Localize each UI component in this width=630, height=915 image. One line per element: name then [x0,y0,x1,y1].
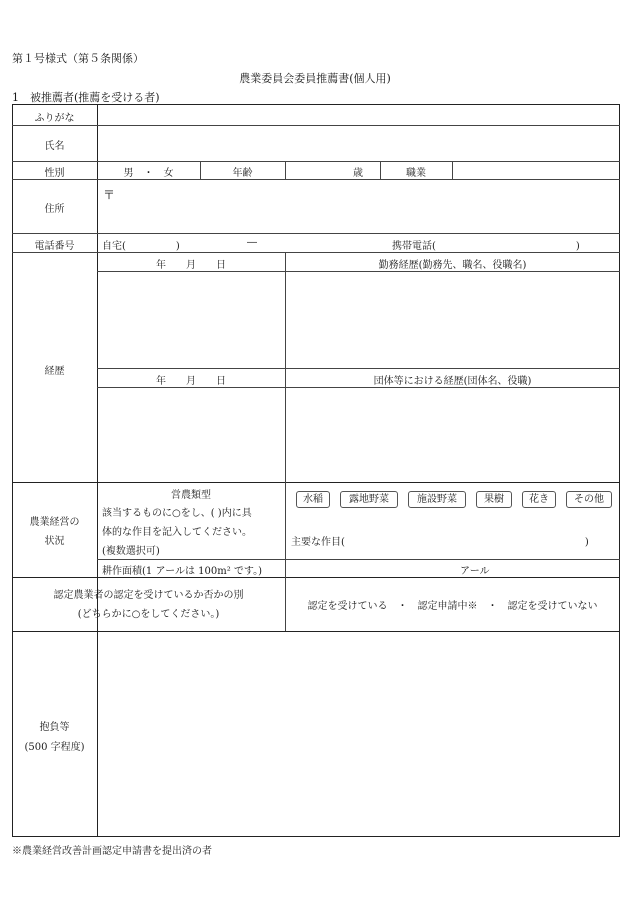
org-date-field[interactable] [98,388,284,482]
work-date-header: 年 月 日 [156,260,226,271]
ambition-label-2: (500 字程度) [24,742,85,753]
career-label: 経歴 [44,366,65,377]
org-history-field[interactable] [286,388,619,482]
row-line [12,577,620,578]
home-phone-field[interactable]: 自宅( ) [102,241,180,252]
crop-option-other[interactable]: その他 [566,491,612,508]
address-field[interactable] [98,180,619,233]
name-field[interactable] [98,126,619,161]
ambition-text-area[interactable] [98,632,619,836]
mobile-phone-field[interactable]: 携帯電話( ) [392,241,580,252]
address-label: 住所 [44,204,65,215]
cell-divider [285,482,286,577]
row-line [12,233,620,234]
crop-option-flowers[interactable]: 花き [522,491,556,508]
farming-instructions-3: (複数選択可) [102,546,160,557]
phone-dash: ― [247,237,257,248]
postal-mark-icon: 〒 [103,188,116,202]
work-history-field[interactable] [286,272,619,368]
certification-options[interactable]: 認定を受けている ・ 認定申請中※ ・ 認定を受けていない [307,601,598,612]
row-line [12,252,620,253]
row-line [12,482,620,483]
furigana-label: ふりがな [34,113,75,124]
crop-option-fruit-trees[interactable]: 果樹 [476,491,512,508]
farming-label-line2: 状況 [44,536,65,547]
form-number: 第１号様式（第５条関係） [12,52,144,65]
name-label: 氏名 [44,141,65,152]
age-label: 年齢 [232,168,253,179]
crop-option-greenhouse-vegetables[interactable]: 施設野菜 [408,491,466,508]
cultivated-area-unit: アール [460,566,490,577]
row-line [97,559,620,560]
cultivated-area-label: 耕作面積(1 アールは 100m² です。) [102,566,262,577]
certification-question-1: 認定農業者の認定を受けているか否かの別 [53,590,244,601]
crop-option-rice[interactable]: 水稲 [296,491,330,508]
furigana-field[interactable] [98,105,619,125]
certification-question-2: (どちらかに○をしてください。) [77,609,220,620]
work-date-field[interactable] [98,272,284,368]
work-history-header: 勤務経歴(勤務先、職名、役職名) [378,260,527,271]
gender-label: 性別 [44,168,65,179]
phone-label: 電話番号 [34,241,75,252]
row-line [97,368,620,369]
org-date-header: 年 月 日 [156,376,226,387]
farming-label-line1: 農業経営の [29,517,80,528]
age-unit: 歳 [353,168,363,179]
farming-type-title: 営農類型 [171,490,211,501]
occupation-field[interactable] [453,162,619,179]
farming-instructions-2: 体的な作目を記入してください。 [102,527,252,538]
org-history-header: 団体等における経歴(団体名、役職) [373,376,532,387]
form-title: 農業委員会委員推薦書(個人用) [239,72,391,85]
main-crop-field[interactable]: 主要な作目( ) [291,537,589,548]
ambition-label-1: 抱負等 [39,722,70,733]
farming-instructions-1: 該当するものに○をし、( )内に具 [102,508,252,519]
crop-option-open-field-vegetables[interactable]: 露地野菜 [340,491,398,508]
section-title: 1 被推薦者(推薦を受ける者) [12,91,160,104]
footnote: ※農業経営改善計画認定申請書を提出済の者 [12,846,212,857]
occupation-label: 職業 [406,168,426,179]
gender-options[interactable]: 男 ・ 女 [123,168,174,179]
cell-divider [285,161,286,179]
